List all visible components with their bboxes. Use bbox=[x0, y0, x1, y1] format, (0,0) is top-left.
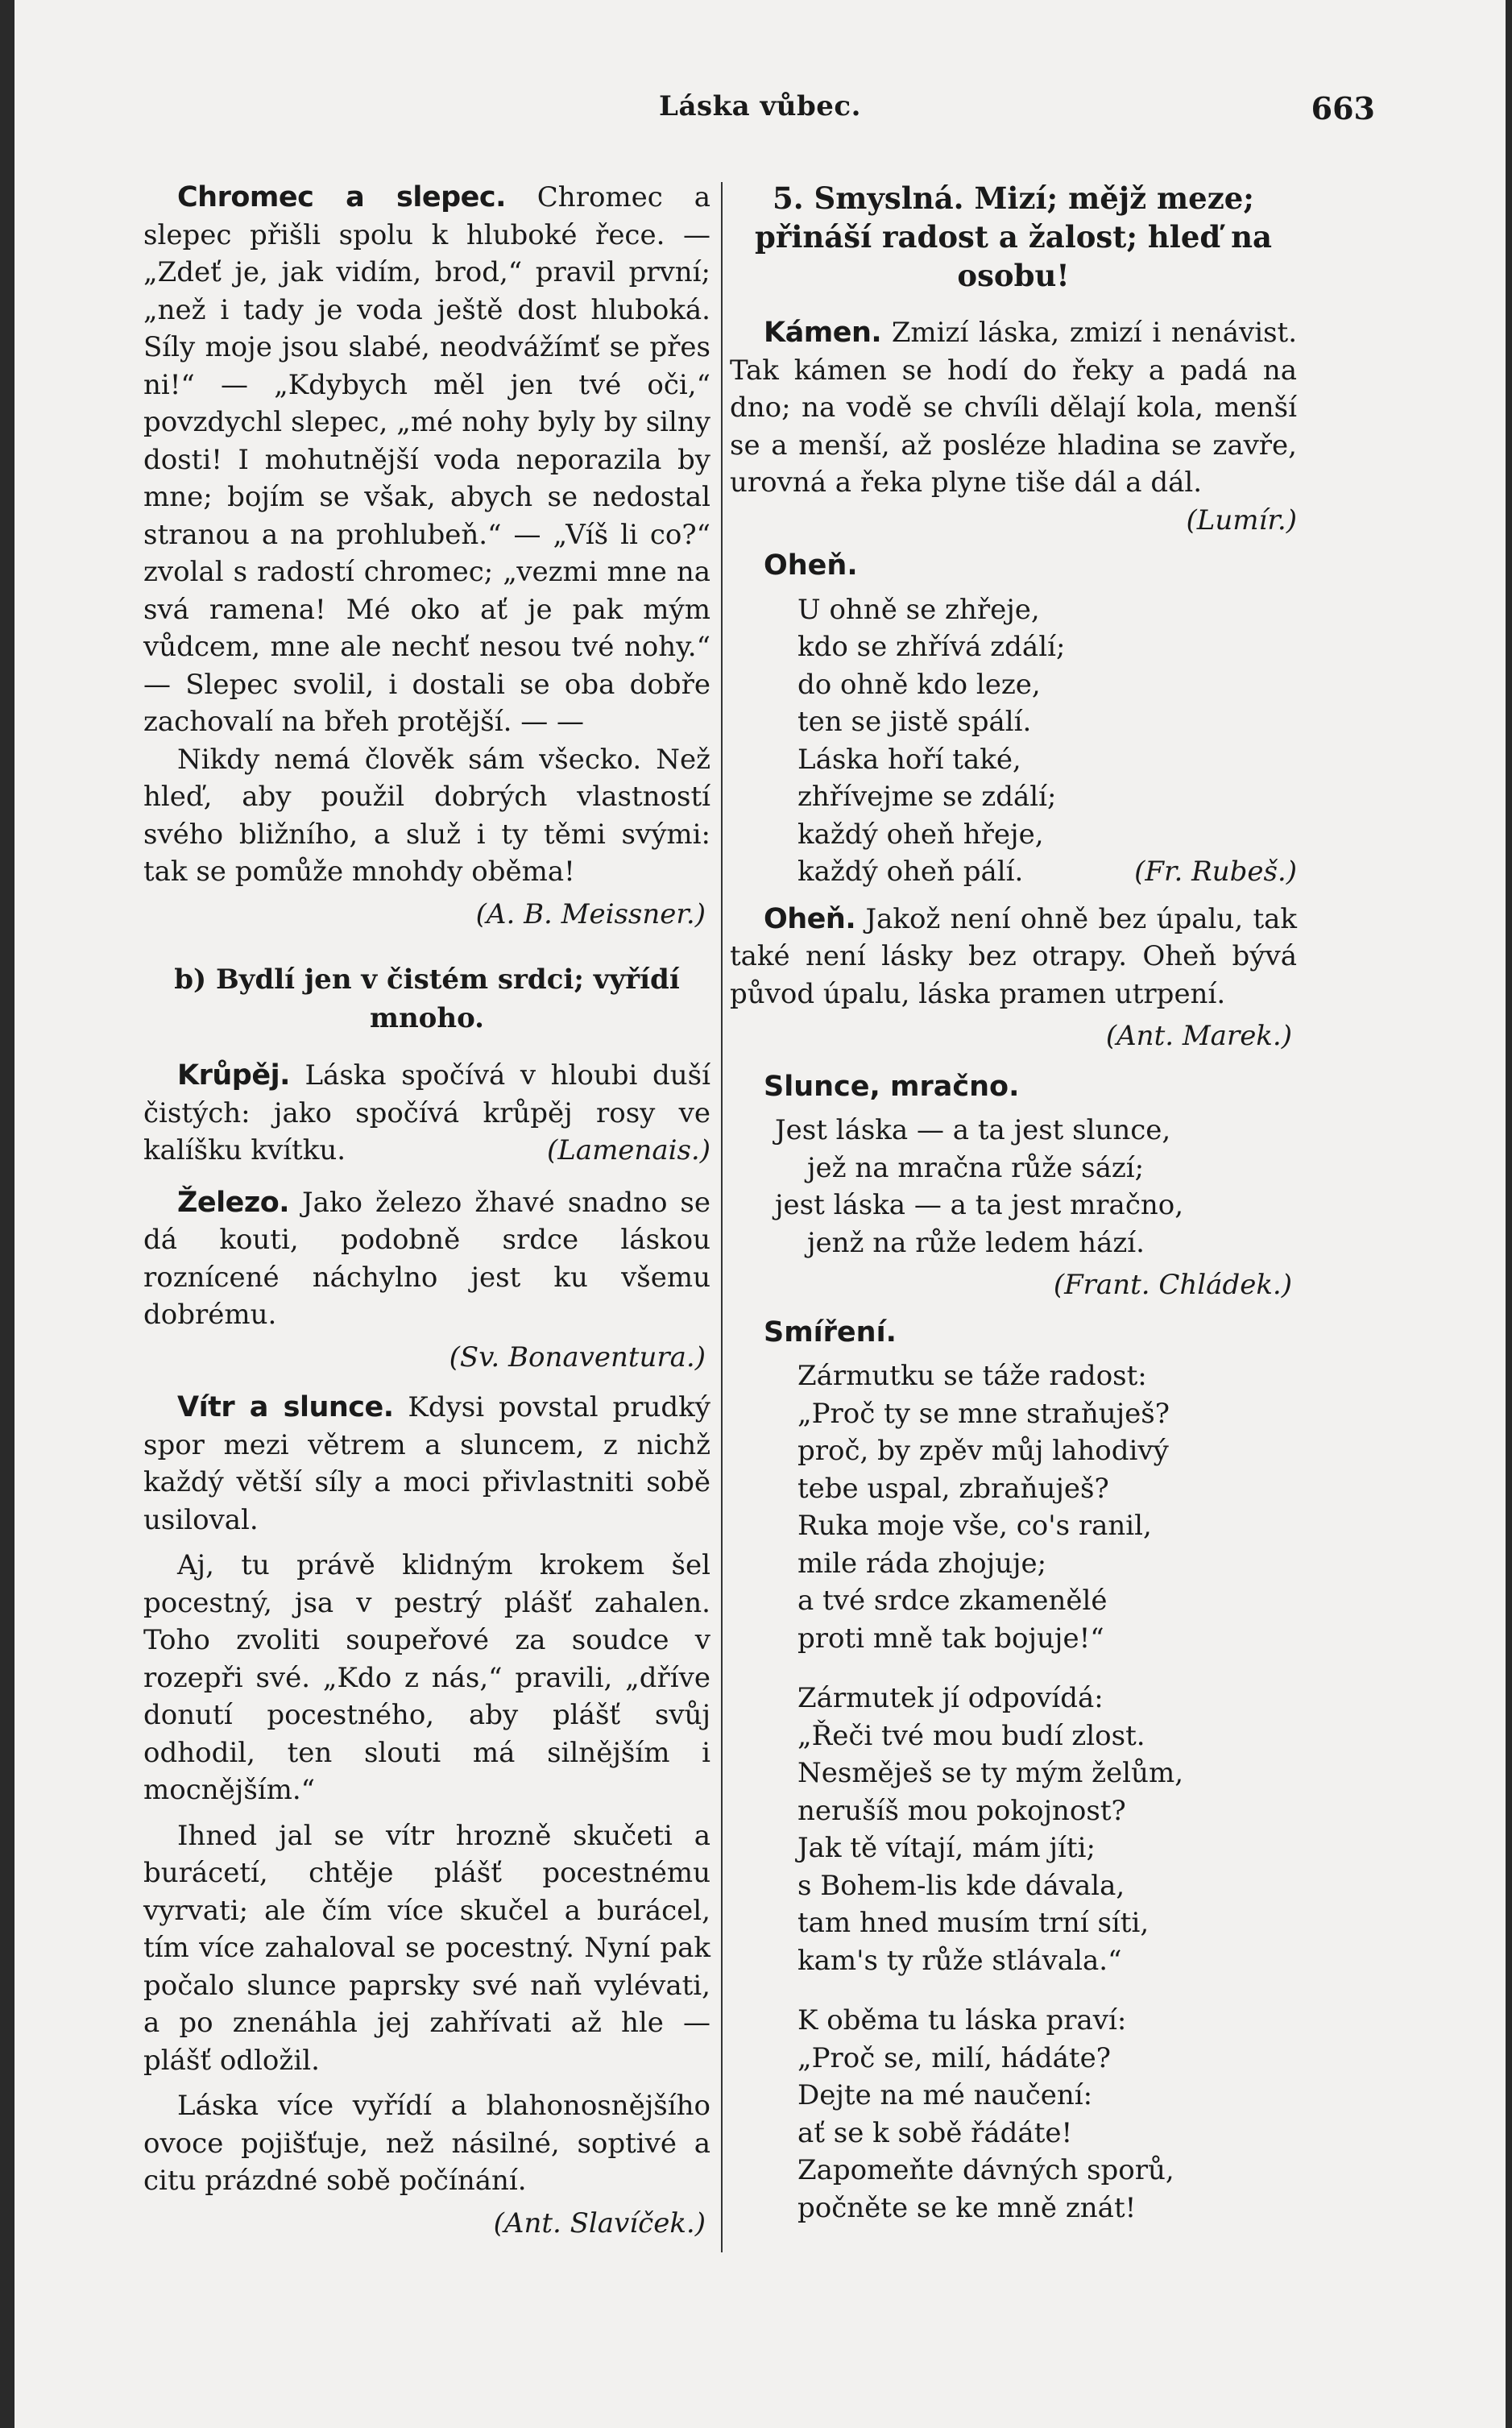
entry-head: Oheň. bbox=[764, 549, 858, 582]
entry-text: Kdysi povstal prudký spor mezi větrem a sluncem, z nichž každý větší síly a moci přivlastniti sobě usiloval. bbox=[143, 1391, 710, 1536]
verse-line: tebe uspal, zbraňuješ? bbox=[797, 1472, 1109, 1505]
poem-ohen bbox=[730, 591, 1297, 891]
entry-text: Láska spočívá v hloubi duší čistých: jako spočívá krůpěj rosy ve kalíšku kvítku. bbox=[143, 1059, 710, 1166]
entry-text: Zmizí láska, zmizí i nenávist. Tak kámen se hodí do řeky a padá na dno; na vodě se chvíli dělají kola, menší se a menší, až posléze hladina se zavře, urovná a řeka plyne tiše dál a dál. bbox=[730, 317, 1298, 499]
verse-line: Nesměješ se ty mým želům, bbox=[797, 1757, 1184, 1789]
verse-line: Ruka moje vše, co's ranil, bbox=[797, 1510, 1152, 1542]
left-column bbox=[143, 179, 710, 2255]
verse-line: K oběma tu láska praví: bbox=[797, 2004, 1127, 2036]
verse-line: kam's ty růže stlávala.“ bbox=[797, 1944, 1122, 1977]
section-heading-b: b) Bydlí jen v čistém srdci; vyřídí mnoho. bbox=[174, 963, 680, 1034]
verse-line: proč, by zpěv můj lahodivý bbox=[797, 1435, 1169, 1467]
scan-edge-left bbox=[0, 0, 14, 2428]
column-divider bbox=[721, 182, 723, 2252]
verse-line: Zármutku se táže radost: bbox=[797, 1360, 1147, 1392]
verse-line: do ohně kdo leze, bbox=[797, 668, 1041, 701]
attribution: (Lumír.) bbox=[1186, 503, 1297, 537]
entry-head: Smíření. bbox=[764, 1316, 897, 1349]
poem-stanza bbox=[730, 2002, 1297, 2227]
verse-line: Zapomeňte dávných sporů, bbox=[797, 2154, 1174, 2186]
poem-stanza bbox=[730, 1357, 1297, 1657]
entry-text: Jako železo žhavé snadno se dá kouti, podobně srdce láskou roznícené náchylno jest ku všemu dobrému. bbox=[143, 1186, 711, 1331]
poem-slunce bbox=[730, 1112, 1297, 1262]
entry-head: Železo. bbox=[177, 1186, 290, 1219]
verse-line: „Proč se, milí, hádáte? bbox=[797, 2041, 1111, 2074]
entry-zelezo bbox=[143, 1184, 710, 1334]
verse-line: jest láska — a ta jest mračno, bbox=[775, 1189, 1184, 1221]
verse-line: a tvé srdce zkamenělé bbox=[797, 1585, 1108, 1617]
attribution: (Fr. Rubeš.) bbox=[1134, 856, 1297, 888]
verse-line bbox=[797, 853, 1297, 891]
entry-head: Slunce, mračno. bbox=[764, 1070, 1020, 1103]
verse-line: „Řeči tvé mou budí zlost. bbox=[797, 1719, 1145, 1752]
entry-krupej bbox=[143, 1057, 710, 1170]
entry-vitr bbox=[143, 1389, 710, 1539]
verse-line: tam hned musím trní síti, bbox=[797, 1907, 1150, 1939]
entry-head: Krůpěj. bbox=[177, 1059, 290, 1092]
paragraph: Ihned jal se vítr hrozně skučeti a burácetí, chtěje plášť pocestnému vyrvati; ale čím více skučel a burácel, tím více zahaloval se pocestný. Nyní pak počalo slunce paprsky své naň vylévati, a po znenáhla jej zahřívati až hle — plášť odložil. bbox=[143, 1819, 710, 2077]
verse-line: mile ráda zhojuje; bbox=[797, 1547, 1047, 1580]
verse-line: Láska hoří také, bbox=[797, 743, 1021, 776]
section-heading-5: 5. Smyslná. Mizí; mějž meze; přináší radost a žalost; hleď na osobu! bbox=[754, 180, 1273, 293]
verse-line: jež na mračna růže sází; bbox=[807, 1151, 1145, 1184]
verse-line: Zármutek jí odpovídá: bbox=[797, 1682, 1104, 1714]
verse-line: zhřívejme se zdálí; bbox=[797, 781, 1057, 813]
verse-line: U ohně se zhřeje, bbox=[797, 593, 1040, 626]
verse-line: každý oheň hřeje, bbox=[797, 818, 1044, 851]
attribution: (Sv. Bonaventura.) bbox=[449, 1340, 706, 1374]
verse-line: ten se jistě spálí. bbox=[797, 706, 1032, 738]
entry-head: Chromec a slepec. bbox=[177, 181, 506, 213]
attribution: (Ant. Marek.) bbox=[1105, 1020, 1292, 1052]
verse-line: „Proč ty se mne straňuješ? bbox=[797, 1397, 1170, 1430]
verse-line: nerušíš mou pokojnost? bbox=[797, 1794, 1126, 1827]
right-column bbox=[730, 179, 1297, 2227]
verse-text: každý oheň pálí. bbox=[797, 856, 1024, 888]
paragraph: Aj, tu právě klidným krokem šel pocestný, jsa v pestrý plášť zahalen. Toho zvoliti soupeřové za soudce v rozepři své. „Kdo z nás,“ pravili, „dříve donutí pocestného, aby plášť svůj odhodil, ten slouti má silnějším i mocnějším.“ bbox=[143, 1549, 710, 1806]
verse-line: Jest láska — a ta jest slunce, bbox=[775, 1114, 1171, 1146]
entry-moral: Nikdy nemá člověk sám všecko. Než hleď, aby použil dobrých vlastností svého bližního, a služ i ty těmi svými: tak se pomůže mnohdy oběma! bbox=[143, 743, 710, 888]
entry-kamen bbox=[730, 314, 1298, 537]
running-head bbox=[145, 90, 1375, 131]
verse-line: ať se k sobě řádáte! bbox=[797, 2116, 1073, 2149]
entry-chromec bbox=[143, 179, 710, 741]
attribution: (Ant. Slavíček.) bbox=[493, 2206, 706, 2239]
attribution: (Lamenais.) bbox=[546, 1134, 710, 1166]
page-number: 663 bbox=[1311, 90, 1375, 126]
paragraph: Láska více vyřídí a blahonosnějšího ovoce pojišťuje, než násilné, soptivé a citu prázdné sobě počínání. bbox=[143, 2090, 710, 2197]
entry-ohen-prose bbox=[730, 901, 1297, 1013]
scan-edge-right bbox=[1506, 0, 1512, 2428]
poem-stanza bbox=[730, 1680, 1297, 1979]
verse-line: jenž na růže ledem hází. bbox=[807, 1226, 1145, 1259]
verse-line: kdo se zhřívá zdálí; bbox=[797, 631, 1066, 663]
attribution: (A. B. Meissner.) bbox=[475, 897, 706, 930]
entry-text: Chromec a slepec přišli spolu k hluboké řece. — „Zdeť je, jak vidím, brod,“ pravil první; „než i tady je voda ještě dost hluboká. Síly moje jsou slabé, neodvážímť se přes ni!“ — „Kdybych měl jen tvé oči,“ povzdychl slepec, „mé nohy byly by silny dosti! I mohutnější voda neporazila by mne; bojím se však, abych se nedostal stranou a na prohlubeň.“ — „Víš li co?“ zvolal s radostí chromec; „vezmi mne na svá ramena! Mé oko ať je pak mým vůdcem, mne ale nechť nesou tvé nohy.“ — Slepec svolil, i dostali se oba dobře zachovalí na břeh protější. — — bbox=[143, 181, 710, 738]
entry-head: Vítr a slunce. bbox=[177, 1391, 394, 1423]
entry-head: Oheň. bbox=[764, 902, 856, 935]
verse-line: počněte se ke mně znát! bbox=[797, 2191, 1137, 2224]
verse-line: proti mně tak bojuje!“ bbox=[797, 1622, 1104, 1655]
entry-head: Kámen. bbox=[764, 317, 882, 349]
attribution: (Frant. Chládek.) bbox=[1053, 1269, 1292, 1301]
entry-text: Jakož není ohně bez úpalu, tak také není lásky bez otrapy. Oheň bývá původ úpalu, láska pramen utrpení. bbox=[730, 902, 1297, 1010]
verse-line: Jak tě vítají, mám jíti; bbox=[797, 1832, 1096, 1864]
verse-line: Dejte na mé naučení: bbox=[797, 2079, 1093, 2111]
running-title: Láska vůbec. bbox=[659, 90, 861, 122]
verse-line: s Bohem-lis kde dávala, bbox=[797, 1869, 1125, 1902]
